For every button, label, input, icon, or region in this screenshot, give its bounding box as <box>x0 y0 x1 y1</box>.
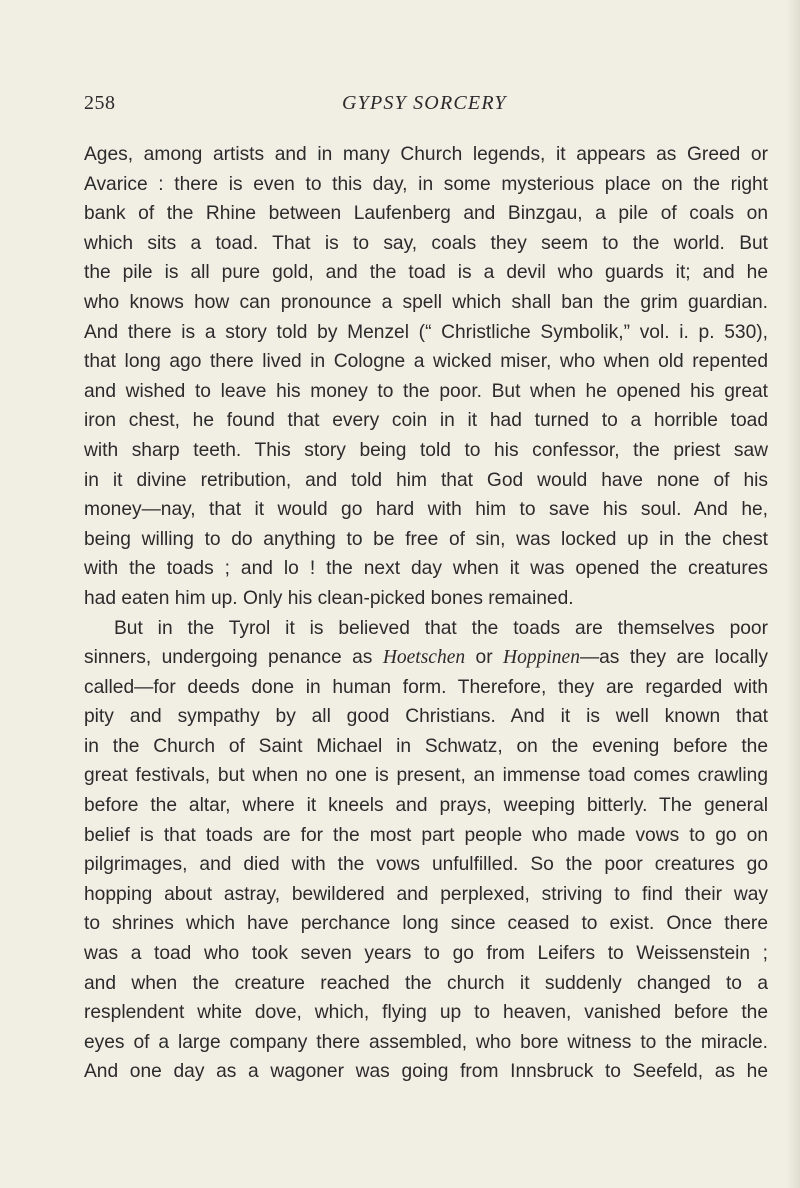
text-line: iron chest, he found that every coin in it had turned to a horrible toad <box>84 410 768 432</box>
body-text <box>84 140 768 1087</box>
text-line: money—nay, that it would go hard with him to save his soul. And he, <box>84 499 768 521</box>
text-line: Ages, among artists and in many Church legends, it appears as Greed or <box>84 144 768 165</box>
text-line: eyes of a large company there assembled, who bore witness to the miracle. <box>84 1031 768 1053</box>
text-line: with the toads ; and lo ! the next day when it was opened the creatures <box>84 558 768 580</box>
text-run: sinners, undergoing penance as <box>84 647 383 669</box>
text-line-with-italics <box>84 643 768 673</box>
text-line: who knows how can pronounce a spell which shall ban the grim guardian. <box>84 291 768 313</box>
text-line: Avarice : there is even to this day, in some mysterious place on the right <box>84 173 768 195</box>
italic-term: Hoppinen <box>503 647 580 669</box>
text-line: And there is a story told by Menzel (“ Christliche Symbolik,” vol. i. p. 530), <box>84 321 768 343</box>
text-line: called—for deeds done in human form. Therefore, they are regarded with <box>84 676 768 698</box>
text-run: —as they are locally <box>579 647 768 669</box>
text-line: in it divine retribution, and told him that God would have none of his <box>84 469 768 491</box>
page-number: 258 <box>84 92 116 114</box>
text-line: and when the creature reached the church it suddenly changed to a <box>84 972 768 994</box>
italic-term: Hoetschen <box>382 647 466 669</box>
text-run: or <box>465 647 504 669</box>
text-line: hopping about astray, bewildered and perplexed, striving to find their way <box>84 883 768 905</box>
text-line: great festivals, but when no one is present, an immense toad comes crawling <box>84 765 768 787</box>
text-line: pilgrimages, and died with the vows unfulfilled. So the poor creatures go <box>84 854 768 876</box>
text-line: pity and sympathy by all good Christians. And it is well known that <box>84 706 768 728</box>
running-title: GYPSY SORCERY <box>342 92 507 114</box>
text-line: with sharp teeth. This story being told to his confessor, the priest saw <box>84 439 768 461</box>
page-edge-shadow <box>786 0 800 1188</box>
text-line: that long ago there lived in Cologne a wicked miser, who when old repented <box>84 351 768 373</box>
page-header <box>84 92 768 120</box>
text-line: belief is that toads are for the most part people who made vows to go on <box>84 824 768 846</box>
text-line: But in the Tyrol it is believed that the toads are themselves poor <box>114 617 768 639</box>
text-line: And one day as a wagoner was going from Innsbruck to Seefeld, as he <box>84 1061 768 1083</box>
text-line: bank of the Rhine between Laufenberg and Binzgau, a pile of coals on <box>84 203 768 225</box>
text-line: was a toad who took seven years to go from Leifers to Weissenstein ; <box>84 943 768 965</box>
text-line: which sits a toad. That is to say, coals they seem to the world. But <box>84 232 768 254</box>
text-line: the pile is all pure gold, and the toad is a devil who guards it; and he <box>84 262 768 284</box>
text-line: in the Church of Saint Michael in Schwatz, on the evening before the <box>84 735 768 757</box>
text-line: resplendent white dove, which, flying up to heaven, vanished before the <box>84 1002 768 1024</box>
text-line: had eaten him up. Only his clean-picked bones remained. <box>84 587 574 609</box>
text-line: to shrines which have perchance long since ceased to exist. Once there <box>84 913 768 935</box>
text-line: before the altar, where it kneels and prays, weeping bitterly. The general <box>84 795 768 817</box>
text-line: and wished to leave his money to the poor. But when he opened his great <box>84 380 768 402</box>
text-line: being willing to do anything to be free of sin, was locked up in the chest <box>84 528 768 550</box>
